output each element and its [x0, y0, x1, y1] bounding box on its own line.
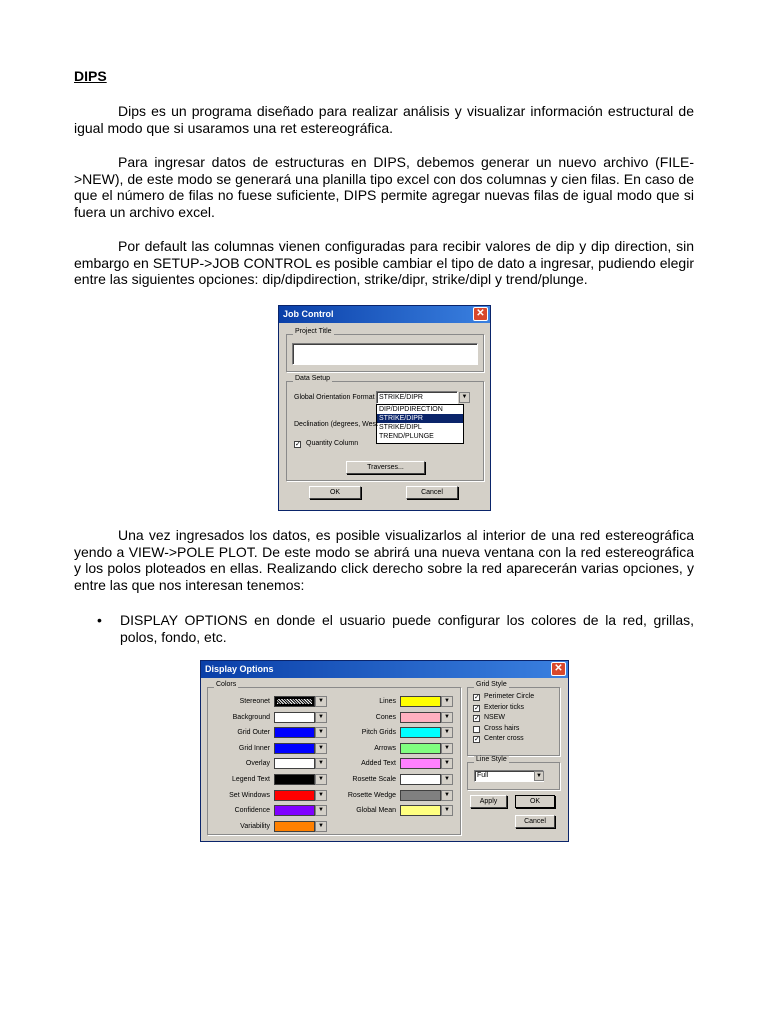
quantity-checkbox[interactable]: ✓: [295, 441, 301, 448]
grid-option-checkbox[interactable]: [473, 726, 480, 733]
ok-button[interactable]: OK: [309, 486, 361, 499]
grid-option-label: Exterior ticks: [484, 703, 525, 711]
color-swatch[interactable]: [274, 727, 315, 738]
color-label: Variability: [240, 822, 270, 830]
declination-label: Declination (degrees, West: [294, 421, 378, 428]
chevron-down-icon[interactable]: ▼: [441, 774, 453, 785]
cancel-button[interactable]: Cancel: [515, 815, 555, 828]
orientation-dropdown-list: [376, 404, 464, 444]
paragraph-intro: Dips es un programa diseñado para realizar análisis y visualizar información estructural de igual modo que si usaramos una ret estereográfica.: [74, 103, 694, 136]
document-title: DIPS: [74, 68, 107, 84]
dropdown-option-selected[interactable]: STRIKE/DIPR: [377, 414, 463, 423]
project-title-group: [286, 328, 484, 372]
color-swatch[interactable]: [400, 743, 441, 754]
color-label: Arrows: [374, 744, 396, 752]
color-swatch[interactable]: [274, 821, 315, 832]
color-label: Global Mean: [356, 807, 396, 815]
grid-style-group: [467, 681, 560, 756]
grid-option-checkbox[interactable]: ✓: [474, 715, 480, 722]
quantity-label: Quantity Column: [306, 440, 359, 447]
color-label: Legend Text: [231, 776, 270, 783]
orientation-select[interactable]: [376, 391, 458, 404]
color-label: Rosette Scale: [352, 776, 396, 783]
color-label: Rosette Wedge: [347, 791, 396, 799]
color-label: Set Windows: [229, 791, 270, 799]
data-setup-group-label: Data Setup: [295, 375, 331, 382]
line-style-group-label: Line Style: [476, 756, 507, 763]
color-label: Stereonet: [239, 698, 270, 705]
color-swatch[interactable]: [274, 790, 315, 801]
grid-style-group-label: Grid Style: [476, 681, 507, 688]
dropdown-option[interactable]: DIP/DIPDIRECTION: [379, 406, 443, 413]
grid-option-checkbox[interactable]: ✓: [474, 704, 480, 712]
project-title-group-label: Project Title: [295, 328, 332, 335]
display-options-titlebar: [201, 661, 568, 678]
color-swatch[interactable]: [274, 743, 315, 754]
color-label: Added Text: [361, 760, 396, 768]
color-swatch[interactable]: [274, 696, 315, 707]
ok-button[interactable]: OK: [515, 795, 555, 808]
line-style-group: [467, 756, 560, 790]
color-swatch[interactable]: [400, 696, 441, 707]
color-label: Background: [232, 713, 270, 721]
color-swatch[interactable]: [400, 790, 441, 801]
apply-button[interactable]: Apply: [470, 795, 507, 808]
chevron-down-icon[interactable]: ▼: [441, 805, 453, 816]
close-icon[interactable]: ✕: [551, 662, 566, 676]
chevron-down-icon[interactable]: ▼: [315, 805, 327, 816]
job-control-titlebar: [279, 306, 490, 323]
chevron-down-icon[interactable]: ▼: [441, 712, 453, 723]
chevron-down-icon[interactable]: ▼: [315, 774, 327, 785]
color-swatch[interactable]: [274, 712, 315, 723]
chevron-down-icon[interactable]: ▼: [441, 743, 453, 754]
color-swatch[interactable]: [400, 774, 441, 785]
color-swatch[interactable]: [274, 774, 315, 785]
color-swatch[interactable]: [274, 805, 315, 816]
grid-option-checkbox[interactable]: ✓: [474, 736, 480, 743]
chevron-down-icon[interactable]: ▼: [315, 790, 327, 801]
colors-group: [207, 681, 461, 835]
close-icon[interactable]: ✕: [473, 307, 488, 321]
dropdown-option[interactable]: STRIKE/DIPL: [379, 424, 422, 431]
chevron-down-icon[interactable]: ▼: [315, 758, 327, 769]
paragraph-job-control: Por default las columnas vienen configuradas para recibir valores de dip y dip direction, sin embargo en SETUP->JOB CONTROL es posible cambiar el tipo de dato a ingresar, pudiendo elegir entre las siguientes opciones: dip/dipdirection, strike/dipr, strike/dipl y trend/plunge.: [74, 238, 694, 287]
chevron-down-icon[interactable]: ▼: [534, 771, 544, 781]
project-title-input[interactable]: [292, 343, 478, 365]
bullet-display-options: DISPLAY OPTIONS en donde el usuario puede configurar los colores de la red, grillas, polos, fondo, etc.: [120, 612, 694, 645]
chevron-down-icon[interactable]: ▼: [441, 758, 453, 769]
chevron-down-icon[interactable]: ▼: [315, 712, 327, 723]
chevron-down-icon[interactable]: ▼: [315, 821, 327, 832]
job-control-dialog: [278, 305, 491, 511]
bullet-icon: •: [97, 612, 102, 628]
chevron-down-icon[interactable]: ▼: [459, 392, 470, 403]
color-swatch[interactable]: [274, 758, 315, 769]
chevron-down-icon[interactable]: ▼: [441, 727, 453, 738]
color-label: Grid Outer: [237, 729, 270, 737]
grid-option-label: Cross hairs: [484, 724, 520, 732]
traverses-button[interactable]: Traverses...: [346, 461, 425, 474]
paragraph-pole-plot: Una vez ingresados los datos, es posible visualizarlos al interior de una red estereográfica yendo a VIEW->POLE PLOT. De este modo se abrirá una nueva ventana con la red estereográfica y los polos ploteados en ellas. Realizando click derecho sobre la red aparecerán varias opciones, y entre las que nos interesan tenemos:: [74, 527, 694, 593]
color-swatch[interactable]: [400, 758, 441, 769]
color-swatch[interactable]: [400, 805, 441, 816]
chevron-down-icon[interactable]: ▼: [315, 696, 327, 707]
grid-option-checkbox[interactable]: ✓: [474, 694, 480, 701]
grid-option-label: Perimeter Circle: [484, 693, 535, 700]
chevron-down-icon[interactable]: ▼: [315, 743, 327, 754]
color-label: Grid Inner: [238, 744, 270, 752]
data-setup-group: [286, 375, 484, 481]
orientation-select-value: STRIKE/DIPR: [379, 394, 423, 401]
paragraph-file-new: Para ingresar datos de estructuras en DIPS, debemos generar un nuevo archivo (FILE->NEW), de este modo se generará una planilla tipo excel con dos columnas y cien filas. En caso de que el número de filas no fuese suficiente, DIPS permite agregar nuevas filas de igual modo que si fuera un archivo excel.: [74, 154, 694, 220]
line-style-value: Full: [477, 772, 489, 779]
color-label: Cones: [375, 713, 396, 721]
color-label: Overlay: [245, 760, 270, 768]
color-swatch[interactable]: [400, 712, 441, 723]
chevron-down-icon[interactable]: ▼: [441, 790, 453, 801]
colors-group-label: Colors: [216, 681, 237, 688]
dropdown-option[interactable]: TREND/PLUNGE: [379, 433, 434, 440]
job-control-title: Job Control: [283, 309, 334, 319]
display-options-title: Display Options: [205, 664, 274, 674]
color-swatch[interactable]: [400, 727, 441, 738]
display-options-dialog: [200, 660, 569, 842]
grid-option-label: NSEW: [484, 714, 505, 721]
chevron-down-icon[interactable]: ▼: [315, 727, 327, 738]
orientation-label: Global Orientation Format: [294, 394, 375, 401]
color-label: Pitch Grids: [361, 729, 396, 737]
color-label: Confidence: [234, 807, 270, 815]
color-label: Lines: [379, 698, 396, 705]
cancel-button[interactable]: Cancel: [406, 486, 458, 499]
chevron-down-icon[interactable]: ▼: [441, 696, 453, 707]
grid-option-label: Center cross: [484, 735, 524, 742]
